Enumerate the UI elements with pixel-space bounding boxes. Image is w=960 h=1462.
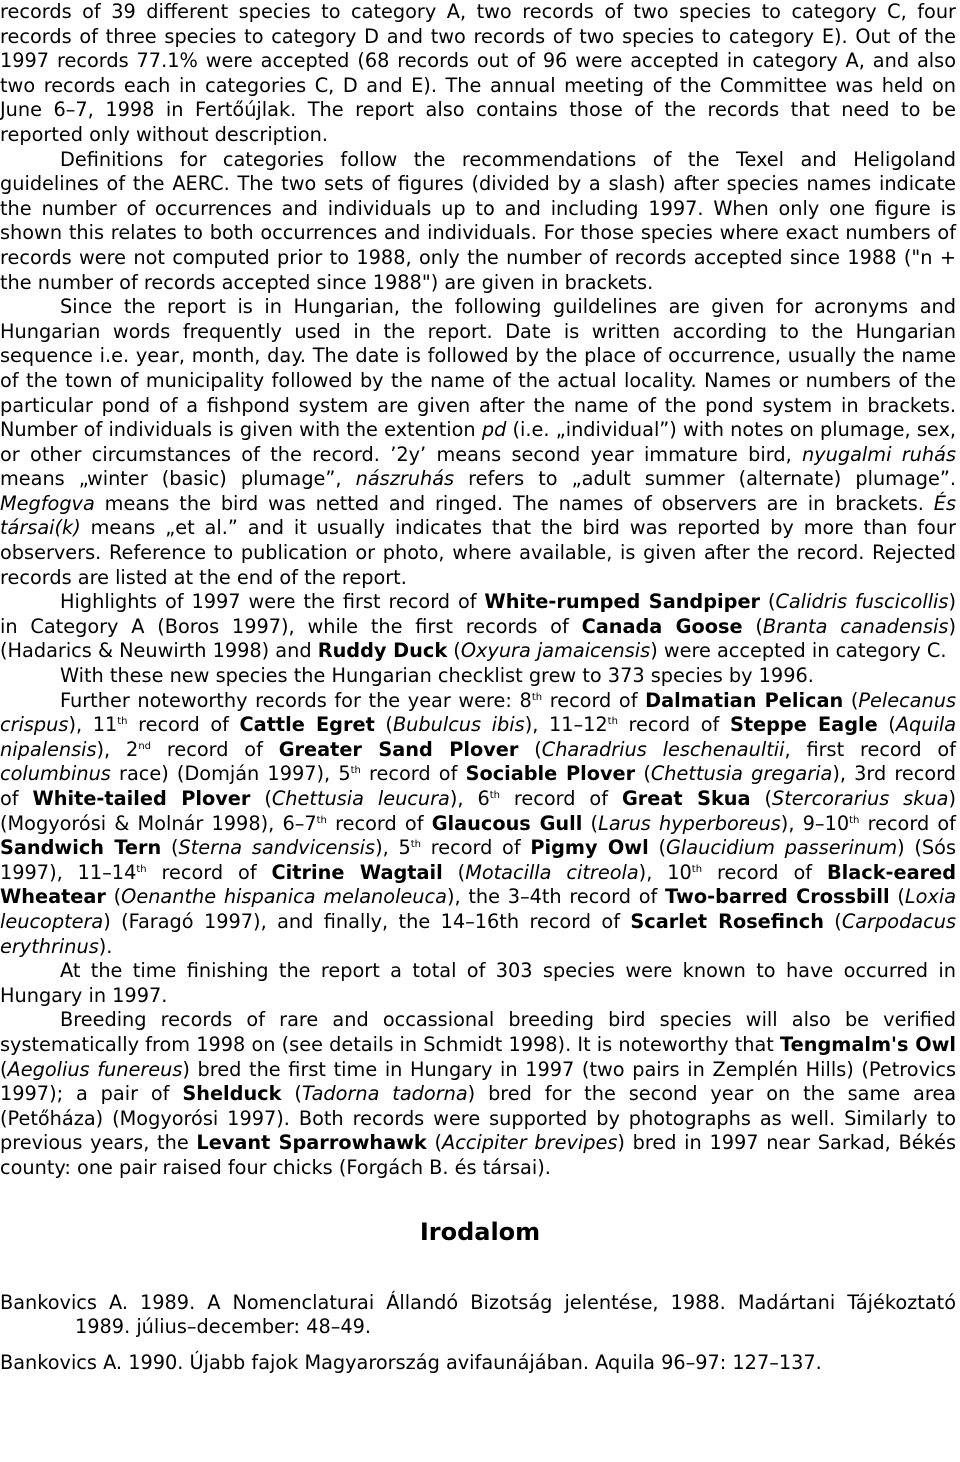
italic-term: Tadorna tadorna [301, 1082, 468, 1106]
text-run: record of [421, 836, 531, 860]
italic-term: Accipiter brevipes [442, 1131, 618, 1155]
paragraph-total [0, 959, 956, 1008]
text-run: ) were accepted in category C. [650, 639, 947, 663]
species-name: Canada Goose [581, 614, 743, 638]
text-run: ( [889, 885, 905, 909]
ordinal-suffix: th [136, 863, 147, 875]
text-run: ( [426, 1131, 443, 1155]
ordinal-suffix: th [531, 691, 543, 703]
italic-term: Pelecanus crispus [0, 688, 956, 737]
italic-term: Motacilla citreola [465, 860, 639, 884]
text-run: ( [582, 811, 599, 835]
text-run: ), 10 [638, 860, 692, 884]
italic-term: Oenanthe hispanica melanoleuca [121, 885, 447, 909]
paragraph-definitions [0, 148, 956, 296]
text-run: ), 11 [68, 713, 118, 737]
italic-term: nyugalmi ruhás [802, 442, 956, 466]
text-run: record of [542, 688, 646, 712]
italic-term: Calidris fuscicollis [775, 590, 949, 614]
text-run: record of [499, 787, 622, 810]
text-run: ), 5 [375, 836, 411, 860]
text-run: ( [0, 1057, 8, 1081]
text-run: ( [635, 762, 651, 786]
italic-term: Aegolius funereus [7, 1057, 183, 1081]
species-name: Cattle Egret [239, 713, 375, 737]
species-name: Levant Sparrowhawk [196, 1131, 427, 1155]
text-run: ( [374, 713, 393, 737]
text-run: With these new species the Hungarian checklist grew to 373 species by 1996. [60, 664, 814, 688]
species-name: Steppe Eagle [729, 713, 878, 737]
reference-list [0, 1291, 956, 1376]
italic-term: Stercorarius skua [771, 787, 949, 810]
text-run: ( [281, 1082, 302, 1106]
text-run: ) (Mogyorósi & Molnár 1998), 6–7 [0, 787, 956, 835]
text-run: ( [750, 787, 772, 810]
italic-term: És társai(k) [0, 491, 956, 540]
paragraph-guidelines [0, 295, 956, 590]
text-run: Definitions for categories follow the recommendations of the Texel and Heligoland guidelines of the AERC. The two sets of figures (divided by a slash) after species names indicate the number of occurrences and individuals up to and including 1997. When only one figure is shown this relates to both occurrences and individuals. For those species where exact numbers of records were not computed prior to 1988, only the number of records accepted since 1988 ("n + the number of records accepted since 1988") are given in brackets. [0, 147, 956, 294]
paragraph-checklist [0, 664, 956, 689]
italic-term: Chettusia leucura [271, 787, 450, 810]
text-run: means the bird was netted and ringed. The names of observers are in brackets. [94, 491, 934, 515]
text-run: ), 3rd record of [0, 762, 956, 810]
text-run: ) (Sós 1997), 11–14 [0, 836, 956, 884]
italic-term: Branta canadensis [762, 614, 949, 638]
text-run: record of [617, 713, 730, 737]
paragraph-intro [0, 0, 956, 148]
text-run: At the time finishing the report a total of 303 species were known to have occurred in Hungary in 1997. [0, 959, 956, 1007]
species-name: White-tailed Plover [32, 787, 251, 810]
italic-term: Bubulcus ibis [392, 713, 525, 737]
text-run: ) in Category A (Boros 1997), while the first records of [0, 590, 956, 638]
text-run: ), the 3–4th record of [446, 885, 666, 909]
ordinal-suffix: nd [138, 740, 151, 752]
species-name: Shelduck [182, 1082, 282, 1106]
text-run: ) bred in 1997 near Sarkad, Békés county: one pair raised four chicks (Forgách B. és társai). [0, 1131, 956, 1179]
species-name: Greater Sand Plover [278, 737, 519, 761]
italic-term: Oxyura jamaicensis [460, 639, 651, 663]
text-run: record of [702, 860, 827, 884]
ordinal-suffix: th [316, 814, 327, 826]
text-run: ), 6 [449, 787, 490, 810]
text-run: , first record of [784, 737, 956, 761]
species-name: Glaucous Gull [431, 811, 583, 835]
text-run: ), 11–12 [524, 713, 608, 737]
species-name: Citrine Wagtail [271, 860, 443, 884]
text-run: ( [442, 860, 466, 884]
ordinal-suffix: th [117, 716, 128, 728]
species-name: Tengmalm's Owl [780, 1032, 957, 1056]
species-name: Two-barred Crossbill [665, 885, 890, 909]
reference-item: Bankovics A. 1989. A Nomenclaturai Állandó Bizotság jelentése, 1988. Madártani Tájékoztató 1989. július–december: 48–49. [0, 1290, 956, 1339]
reference-item: Bankovics A. 1990. Újabb fajok Magyarország avifaunájában. Aquila 96–97: 127–137. [0, 1350, 822, 1374]
ordinal-suffix: th [607, 716, 618, 728]
italic-term: Larus hyperboreus [598, 811, 781, 835]
text-run: ) (Hadarics & Neuwirth 1998) and [0, 614, 956, 663]
text-run: ( [447, 639, 461, 663]
paragraph-highlights [0, 590, 956, 664]
text-run: ( [760, 590, 776, 614]
ordinal-suffix: th [691, 863, 703, 875]
text-run: ), 2 [96, 737, 139, 761]
species-name: Sociable Plover [465, 762, 636, 786]
italic-term: Glaucidium passerinum [665, 836, 898, 860]
text-run: ( [518, 737, 542, 761]
species-name: White-rumped Sandpiper [484, 590, 761, 614]
text-run: ) (Faragó 1997), and finally, the 14–16th record of [103, 909, 631, 933]
ordinal-suffix: th [489, 790, 500, 801]
text-run: race) (Domján 1997), 5 [110, 762, 351, 786]
text-run: ( [823, 909, 842, 933]
italic-term: Chettusia gregaria [650, 762, 833, 786]
text-run: Highlights of 1997 were the first record of [60, 590, 485, 614]
text-run: record of [151, 737, 279, 761]
text-run: record of [360, 762, 466, 786]
text-run: ), 9–10 [780, 811, 850, 835]
text-run: record of [127, 713, 240, 737]
text-run: Breeding records of rare and occassional breeding bird species will also be verified systematically from 1998 on (see details in Schmidt 1998). It is noteworthy that [0, 1008, 956, 1056]
italic-term: Megfogva [0, 491, 95, 515]
text-run: ( [250, 787, 272, 810]
italic-term: Loxia leucoptera [0, 885, 957, 933]
ordinal-suffix: th [849, 814, 860, 826]
italic-term: Aquila nipalensis [0, 713, 957, 761]
species-name: Black-eared Wheatear [0, 860, 957, 909]
text-run: ) bred the first time in Hungary in 1997 (two pairs in Zemplén Hills) (Petrovics 1997); a pair of [0, 1057, 956, 1106]
italic-term: Sterna sandvicensis [178, 836, 376, 860]
ordinal-suffix: th [350, 765, 361, 777]
text-run: record of [146, 860, 272, 884]
text-run: ( [742, 614, 763, 638]
species-name: Scarlet Rosefinch [630, 909, 824, 933]
text-run: ) bred for the second year on the same area (Petőháza) (Mogyorósi 1997). Both records were supported by photographs as well. Similarly to previous years, the [0, 1082, 957, 1155]
text-run: Further noteworthy records for the year were: 8 [60, 688, 532, 712]
text-run: ( [105, 885, 122, 909]
italic-term: Charadrius leschenaultii [541, 737, 785, 761]
italic-term: columbinus [0, 762, 111, 786]
species-name: Great Skua [621, 787, 751, 810]
paragraph-noteworthy [0, 689, 956, 960]
italic-term: nászruhás [355, 467, 455, 491]
text-run: ( [161, 836, 179, 860]
italic-term: Carpodacus erythrinus [0, 909, 956, 958]
text-run: ). [98, 934, 113, 958]
italic-term: pd [481, 418, 507, 442]
text-run: means „winter (basic) plumage”, [0, 467, 356, 491]
section-heading: Irodalom [419, 1217, 541, 1246]
species-name: Ruddy Duck [317, 639, 448, 663]
species-name: Pigmy Owl [530, 836, 649, 860]
species-name: Sandwich Tern [0, 836, 162, 860]
text-run: refers to „adult summer (alternate) plumage”. [454, 467, 956, 491]
text-run: (i.e. „individual”) with notes on plumage, sex, or other circumstances of the record. ’2y’ means second year immature bird, [0, 418, 956, 466]
text-run: records of 39 different species to category A, two records of two species to category C, four records of three species to category D and two records of two species to category E). Out of the 1997 records 77.1% were accepted (68 records out of 96 were accepted in category A, and also two records each in categories C, D and E). The annual meeting of the Committee was held on June 6–7, 1998 in Fertőújlak. The report also contains those of the records that need to be reported only without description. [0, 0, 956, 146]
text-run: means „et al.” and it usually indicates that the bird was reported by more than four observers. Reference to publication or photo, where available, is given after the record. Rejected records are listed at the end of the report. [0, 516, 956, 589]
species-name: Dalmatian Pelican [645, 688, 844, 712]
text-run: ( [843, 688, 859, 712]
text-run: record of [859, 811, 956, 835]
text-run: record of [326, 811, 432, 835]
text-run: Since the report is in Hungarian, the following guildelines are given for acronyms and Hungarian words frequently used in the report. Date is written according to the Hungarian sequence i.e. year, month, day. The date is followed by the place of occurrence, usually the name of the town of municipality followed by the name of the actual locality. Names or numbers of the particular pond of a fishpond system are given after the name of the pond system in brackets. Number of individuals is given with the extention [0, 295, 956, 442]
ordinal-suffix: th [410, 839, 421, 851]
paragraph-breeding [0, 1008, 956, 1180]
text-run: ( [648, 836, 666, 860]
text-run: ( [877, 713, 896, 737]
